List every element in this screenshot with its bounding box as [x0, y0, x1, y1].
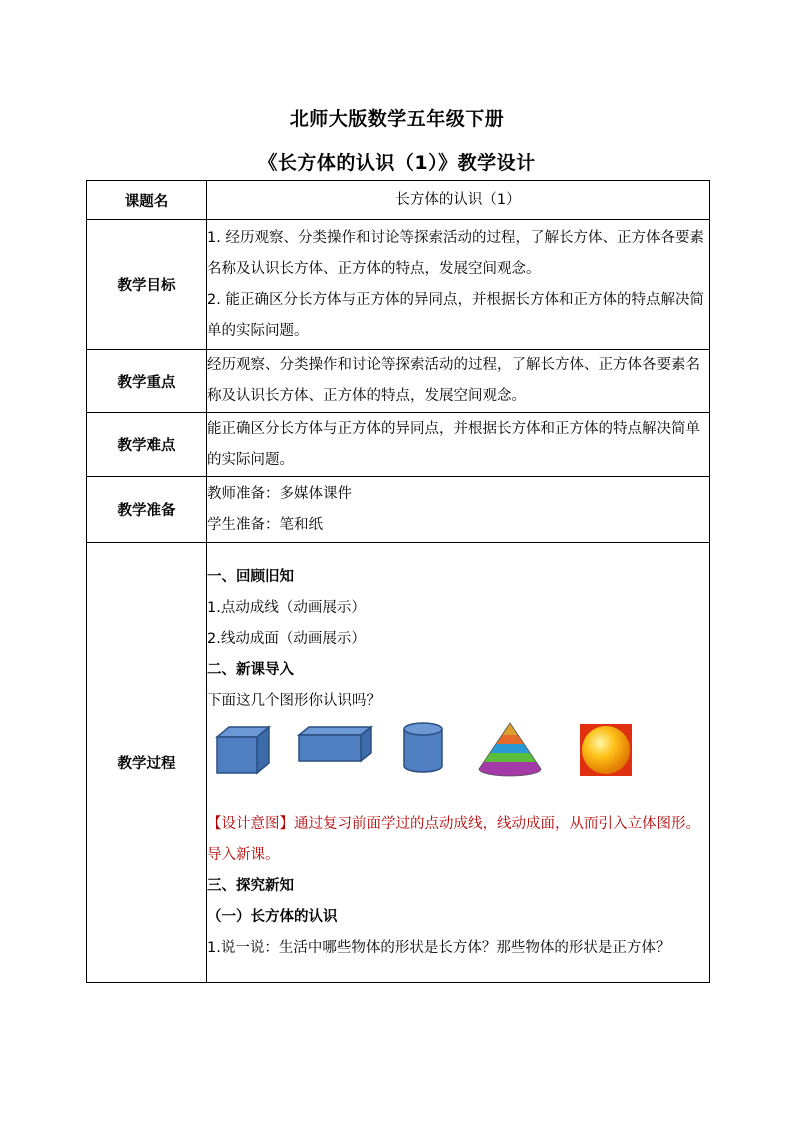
table-row-topic — [87, 181, 710, 220]
label-process: 教学过程 — [87, 543, 207, 983]
discussion-prompt: 1.说一说：生活中哪些物体的形状是长方体？那些物体的形状是正方体？ — [207, 939, 671, 956]
prep-student: 学生准备：笔和纸 — [207, 516, 323, 533]
cuboid-icon — [297, 725, 375, 765]
cylinder-icon — [401, 721, 445, 775]
design-intent-text: 通过复习前面学过的点动成线，线动成面，从而引入立体图形。导入新课。 — [207, 815, 700, 863]
table-row-difficulty — [87, 413, 710, 477]
table-row-key-points — [87, 350, 710, 413]
value-difficulty: 能正确区分长方体与正方体的异同点，并根据长方体和正方体的特点解决简单的实际问题。 — [207, 413, 710, 477]
review-item-2: 2.线动成面（动画展示） — [207, 630, 366, 647]
label-preparation: 教学准备 — [87, 477, 207, 543]
design-intent-tag: 【设计意图】 — [207, 815, 294, 832]
section-explore: 三、探究新知 — [207, 877, 294, 894]
design-intent — [207, 809, 709, 871]
value-topic: 长方体的认识（1） — [207, 181, 710, 220]
label-topic: 课题名 — [87, 181, 207, 220]
document-title-line1: 北师大版数学五年级下册 — [289, 108, 505, 130]
subsection-cuboid: （一）长方体的认识 — [207, 908, 338, 925]
label-difficulty: 教学难点 — [87, 413, 207, 477]
cone-icon — [475, 721, 545, 779]
section-intro: 二、新课导入 — [207, 661, 294, 678]
cube-icon — [215, 725, 273, 777]
intro-question: 下面这几个图形你认识吗？ — [207, 692, 381, 709]
value-key-points: 经历观察、分类操作和讨论等探索活动的过程，了解长方体、正方体各要素名称及认识长方体、正方体的特点，发展空间观念。 — [207, 350, 710, 413]
value-process — [207, 543, 710, 983]
table-row-preparation — [87, 477, 710, 543]
review-item-1: 1.点动成线（动画展示） — [207, 599, 366, 616]
section-review: 一、回顾旧知 — [207, 568, 294, 585]
value-goals — [207, 220, 710, 350]
value-preparation — [207, 477, 710, 543]
table-row-process — [87, 543, 710, 983]
label-key-points: 教学重点 — [87, 350, 207, 413]
solid-shapes-figure — [207, 721, 709, 803]
goal-item-2: 2. 能正确区分长方体与正方体的异同点，并根据长方体和正方体的特点解决简单的实际问题。 — [207, 291, 704, 339]
sphere-icon — [579, 723, 633, 777]
prep-teacher: 教师准备：多媒体课件 — [207, 485, 352, 502]
document-title-line2: 《长方体的认识（1）》教学设计 — [258, 152, 536, 174]
label-goals: 教学目标 — [87, 220, 207, 350]
goal-item-1: 1. 经历观察、分类操作和讨论等探索活动的过程，了解长方体、正方体各要素名称及认识长方体、正方体的特点，发展空间观念。 — [207, 229, 704, 277]
lesson-plan-table — [86, 180, 710, 983]
table-row-goals — [87, 220, 710, 350]
